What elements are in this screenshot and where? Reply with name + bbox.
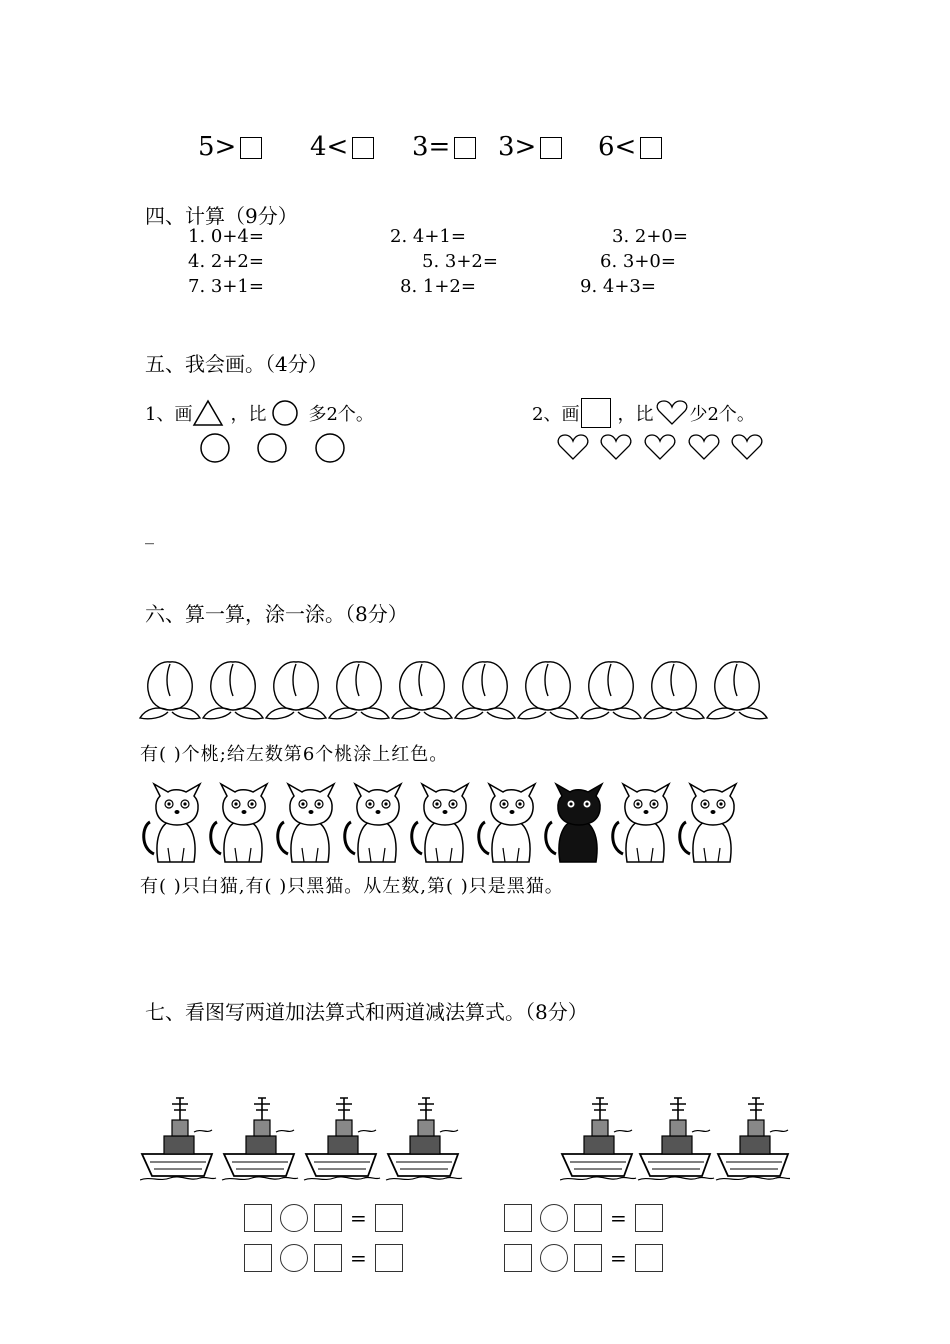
- answer-box[interactable]: [635, 1204, 663, 1232]
- problem-6: 6. 3+0=: [600, 251, 676, 272]
- answer-box[interactable]: [540, 137, 562, 159]
- white-cat-icon: [144, 784, 200, 862]
- q2-prefix: 2、画: [532, 404, 580, 425]
- answer-box[interactable]: [240, 137, 262, 159]
- problem-8: 8. 1+2=: [400, 276, 476, 297]
- peach-icon: [203, 662, 263, 719]
- answer-box[interactable]: [244, 1204, 272, 1232]
- problem-5: 5. 3+2=: [422, 251, 498, 272]
- compare-item-1: 5>: [198, 132, 262, 162]
- section-6-title: 六、算一算，涂一涂。（8分）: [145, 602, 408, 626]
- answer-box[interactable]: [352, 137, 374, 159]
- ships-right: [560, 1092, 790, 1184]
- heart-icon: [558, 435, 588, 459]
- operator-circle[interactable]: [280, 1204, 308, 1232]
- compare-item-4: 3>: [498, 132, 562, 162]
- white-cat-icon: [479, 784, 535, 862]
- q2-suffix: 少2个。: [689, 404, 755, 425]
- operator-circle[interactable]: [280, 1244, 308, 1272]
- compare-item-3: 3=: [412, 132, 476, 162]
- compare-item-5: 6<: [598, 132, 662, 162]
- hearts-row: [556, 432, 766, 462]
- equation-row: [244, 1244, 403, 1272]
- white-cat-icon: [278, 784, 334, 862]
- warship-icon: [140, 1098, 216, 1180]
- peach-icon: [266, 662, 326, 719]
- section-7-title: 七、看图写两道加法算式和两道减法算式。（8分）: [145, 1000, 588, 1024]
- answer-box[interactable]: [314, 1244, 342, 1272]
- answer-box[interactable]: [375, 1204, 403, 1232]
- q1-suffix: 多2个。: [308, 404, 374, 425]
- peach-icon: [329, 662, 389, 719]
- problem-7: 7. 3+1=: [188, 276, 264, 297]
- equals-sign: =: [350, 1206, 367, 1230]
- ships-left: [140, 1092, 470, 1184]
- answer-box[interactable]: [574, 1244, 602, 1272]
- circles-row: [198, 432, 358, 464]
- heart-icon: [601, 435, 631, 459]
- answer-box[interactable]: [454, 137, 476, 159]
- cats-row: [140, 776, 750, 866]
- heart-icon: [645, 435, 675, 459]
- peach-icon: [644, 662, 704, 719]
- white-cat-icon: [211, 784, 267, 862]
- peach-icon: [392, 662, 452, 719]
- operator-circle[interactable]: [540, 1244, 568, 1272]
- circle-icon: [201, 434, 229, 462]
- heart-icon: [655, 399, 689, 427]
- equals-sign: =: [350, 1246, 367, 1270]
- circle-icon: [258, 434, 286, 462]
- answer-box[interactable]: [635, 1244, 663, 1272]
- circle-icon: [270, 398, 300, 428]
- warship-icon: [560, 1098, 636, 1180]
- peaches-row: [138, 656, 778, 728]
- equation-row: [244, 1204, 403, 1232]
- section-5-title: 五、我会画。（4分）: [145, 352, 328, 376]
- heart-icon: [689, 435, 719, 459]
- answer-box[interactable]: [504, 1204, 532, 1232]
- black-cat-icon: [546, 784, 602, 862]
- white-cat-icon: [345, 784, 401, 862]
- peach-question: 有( )个桃;给左数第6个桃涂上红色。: [140, 744, 449, 765]
- circle-icon: [316, 434, 344, 462]
- peach-icon: [518, 662, 578, 719]
- draw-question-1: [145, 398, 374, 428]
- operator-circle[interactable]: [540, 1204, 568, 1232]
- warship-icon: [716, 1098, 790, 1180]
- warship-icon: [386, 1098, 462, 1180]
- answer-box[interactable]: [574, 1204, 602, 1232]
- q1-mid: ，比: [230, 404, 267, 425]
- equals-sign: =: [610, 1206, 627, 1230]
- problem-2: 2. 4+1=: [390, 226, 466, 247]
- peach-icon: [140, 662, 200, 719]
- triangle-icon: [192, 399, 224, 427]
- draw-question-2: [532, 398, 755, 428]
- warship-icon: [638, 1098, 714, 1180]
- answer-box[interactable]: [314, 1204, 342, 1232]
- answer-box[interactable]: [640, 137, 662, 159]
- peach-icon: [581, 662, 641, 719]
- peach-icon: [707, 662, 767, 719]
- answer-box[interactable]: [244, 1244, 272, 1272]
- q1-prefix: 1、画: [145, 404, 193, 425]
- answer-box[interactable]: [504, 1244, 532, 1272]
- warship-icon: [222, 1098, 298, 1180]
- equals-sign: =: [610, 1246, 627, 1270]
- problem-3: 3. 2+0=: [612, 226, 688, 247]
- problem-1: 1. 0+4=: [188, 226, 264, 247]
- warship-icon: [304, 1098, 380, 1180]
- white-cat-icon: [613, 784, 669, 862]
- heart-icon: [732, 435, 762, 459]
- equation-row: [504, 1244, 663, 1272]
- q2-mid: ，比: [617, 404, 654, 425]
- section-4-title: 四、计算（9分）: [145, 204, 298, 228]
- white-cat-icon: [412, 784, 468, 862]
- stray-dash: _: [145, 524, 154, 545]
- answer-box[interactable]: [375, 1244, 403, 1272]
- problem-9: 9. 4+3=: [580, 276, 656, 297]
- white-cat-icon: [680, 784, 736, 862]
- compare-item-2: 4<: [310, 132, 374, 162]
- cat-question: 有( )只白猫,有( )只黑猫。从左数,第( )只是黑猫。: [140, 876, 564, 897]
- square-icon: [581, 398, 611, 428]
- equation-row: [504, 1204, 663, 1232]
- peach-icon: [455, 662, 515, 719]
- problem-4: 4. 2+2=: [188, 251, 264, 272]
